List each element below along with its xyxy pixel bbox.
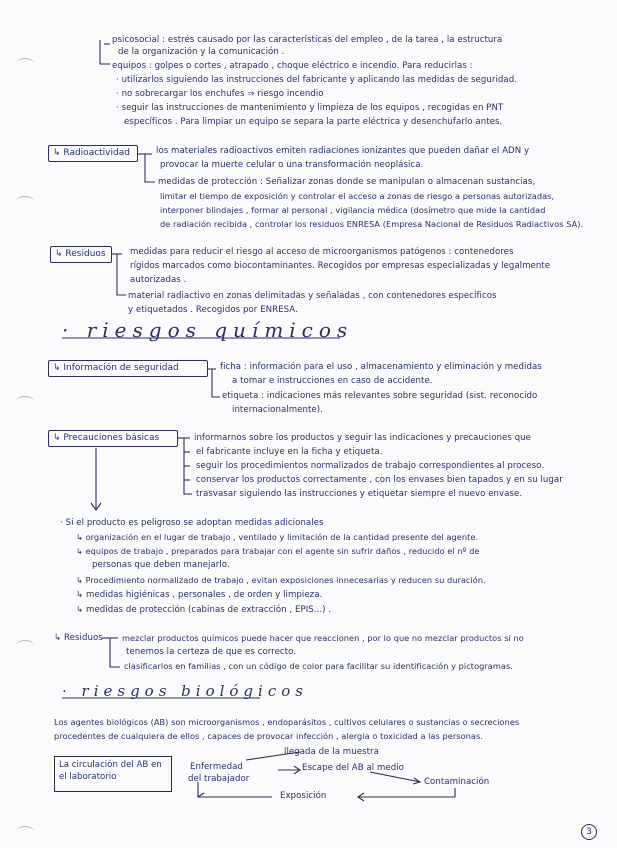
ficha-line: a tomar e instrucciones en caso de accidente. bbox=[232, 376, 433, 386]
residuos-line: material radiactivo en zonas delimitadas y señaladas , con contenedores específicos bbox=[128, 291, 497, 301]
residuos-quimicos-line: clasificarlos en familias , con un código de color para facilitar su identificación y pictogramas. bbox=[124, 661, 513, 671]
enfermedad-label: del trabajador bbox=[188, 774, 250, 784]
residuos-label: ↳ Residuos bbox=[50, 246, 112, 263]
psicosocial-line: psicosocial : estrés causado por las características del empleo , de la tarea , la estructura bbox=[112, 35, 503, 45]
radio-line: provocar la muerte celular o una transformación neoplásica. bbox=[160, 160, 424, 170]
equipos-bullet: · utilizarlos siguiendo las instrucciones del fabricante y aplicando las medidas de seguridad. bbox=[116, 75, 518, 85]
page-number: 3 bbox=[581, 824, 597, 840]
medida-adicional: ↳ medidas higiénicas , personales , de orden y limpieza. bbox=[76, 590, 323, 600]
precaucion-line: trasvasar siguiendo las instrucciones y etiquetar siempre el nuevo envase. bbox=[196, 489, 523, 499]
radio-line: los materiales radioactivos emiten radiaciones ionizantes que pueden dañar el ADN y bbox=[156, 146, 530, 156]
precaucion-line: el fabricante incluye en la ficha y etiqueta. bbox=[196, 447, 383, 457]
precaucion-line: informarnos sobre los productos y seguir las indicaciones y precauciones que bbox=[194, 433, 531, 443]
equipos-bullet: · seguir las instrucciones de mantenimiento y limpieza de los equipos , recogidas en PNT bbox=[116, 103, 504, 113]
residuos-line: rígidos marcados como biocontaminantes. Recogidos por empresas especializadas y legalmente bbox=[130, 261, 551, 271]
precaucion-line: seguir los procedimientos normalizados de trabajo correspondientes al proceso. bbox=[196, 461, 545, 471]
radio-line: de radiación recibida , controlar los residuos ENRESA (Empresa Nacional de Residuos Radiactivos SA). bbox=[160, 219, 584, 229]
equipos-bullet: · no sobrecargar los enchufes ⇒ riesgo incendio bbox=[116, 89, 324, 99]
psicosocial-line: de la organización y la comunicación . bbox=[118, 47, 285, 57]
radio-line: limitar el tiempo de exposición y controlar el acceso a zonas de riesgo a personas autorizadas, bbox=[160, 191, 555, 201]
llegada-label: llegada de la muestra bbox=[284, 747, 379, 757]
equipos-line: equipos : golpes o cortes , atrapado , choque eléctrico e incendio. Para reducirlas : bbox=[112, 61, 473, 71]
equipos-bullet: específicos . Para limpiar un equipo se separa la parte eléctrica y desenchufarlo antes. bbox=[124, 117, 503, 127]
biologicos-intro: procedentes de cualquiera de ellos , capaces de provocar infección , alergia o toxicidad a las personas. bbox=[54, 731, 483, 741]
medida-adicional: ↳ equipos de trabajo , preparados para trabajar con el agente sin sufrir daños , reducido el nº de bbox=[76, 546, 480, 556]
residuos-line: medidas para reducir el riesgo al acceso de microorganismos patógenos : contenedores bbox=[130, 247, 514, 257]
etiqueta-line: internacionalmente). bbox=[232, 405, 323, 415]
etiqueta-line: etiqueta : indicaciones más relevantes sobre seguridad (sist. reconocido bbox=[222, 391, 538, 401]
exposicion-label: Exposición bbox=[280, 791, 327, 801]
biologicos-title: · riesgos biológicos bbox=[62, 682, 308, 700]
precauciones-label: ↳ Precauciones básicas bbox=[48, 430, 178, 447]
biologicos-intro: Los agentes biológicos (AB) son microorganismos , endoparásitos , cultivos celulares o sustancias o secreciones bbox=[54, 717, 520, 727]
medida-adicional: personas que deben manejarlo. bbox=[92, 560, 230, 570]
radio-line: medidas de protección : Señalizar zonas donde se manipulan o almacenan sustancias, bbox=[158, 177, 536, 187]
medida-adicional: ↳ medidas de protección (cabinas de extracción , EPIS...) . bbox=[76, 605, 332, 615]
quimicos-title: · riesgos químicos bbox=[62, 318, 354, 342]
contaminacion-label: Contaminación bbox=[424, 777, 490, 787]
medida-adicional: ↳ organización en el lugar de trabajo , ventilado y limitación de la cantidad presente del agente. bbox=[76, 532, 479, 542]
peligroso-line: · Si el producto es peligroso se adoptan medidas adicionales bbox=[60, 518, 324, 528]
radio-line: interponer blindajes , formar al personal , vigilancia médica (dosímetro que mide la cantidad bbox=[160, 205, 546, 215]
residuos-line: autorizadas . bbox=[130, 275, 187, 285]
residuos-quimicos-label: ↳ Residuos bbox=[54, 633, 103, 643]
precaucion-line: conservar los productos correctamente , con los envases bien tapados y en su lugar bbox=[196, 475, 563, 485]
circulacion-box: La circulación del AB en el laboratorio bbox=[54, 756, 172, 792]
residuos-quimicos-line: tenemos la certeza de que es correcto. bbox=[126, 647, 297, 657]
residuos-line: y etiquetados . Recogidos por ENRESA. bbox=[128, 305, 298, 315]
informacion-seguridad-label: ↳ Información de seguridad bbox=[48, 360, 208, 377]
enfermedad-label: Enfermedad bbox=[190, 762, 243, 772]
residuos-quimicos-line: mezclar productos químicos puede hacer que reaccionen , por lo que no mezclar productos si no bbox=[122, 633, 524, 643]
escape-label: Escape del AB al medio bbox=[302, 763, 404, 773]
radioactividad-label: ↳ Radioactividad bbox=[48, 145, 138, 162]
medida-adicional: ↳ Procedimiento normalizado de trabajo , evitan exposiciones innecesarias y reducen su duración. bbox=[76, 575, 486, 585]
ficha-line: ficha : información para el uso , almacenamiento y eliminación y medidas bbox=[220, 362, 542, 372]
